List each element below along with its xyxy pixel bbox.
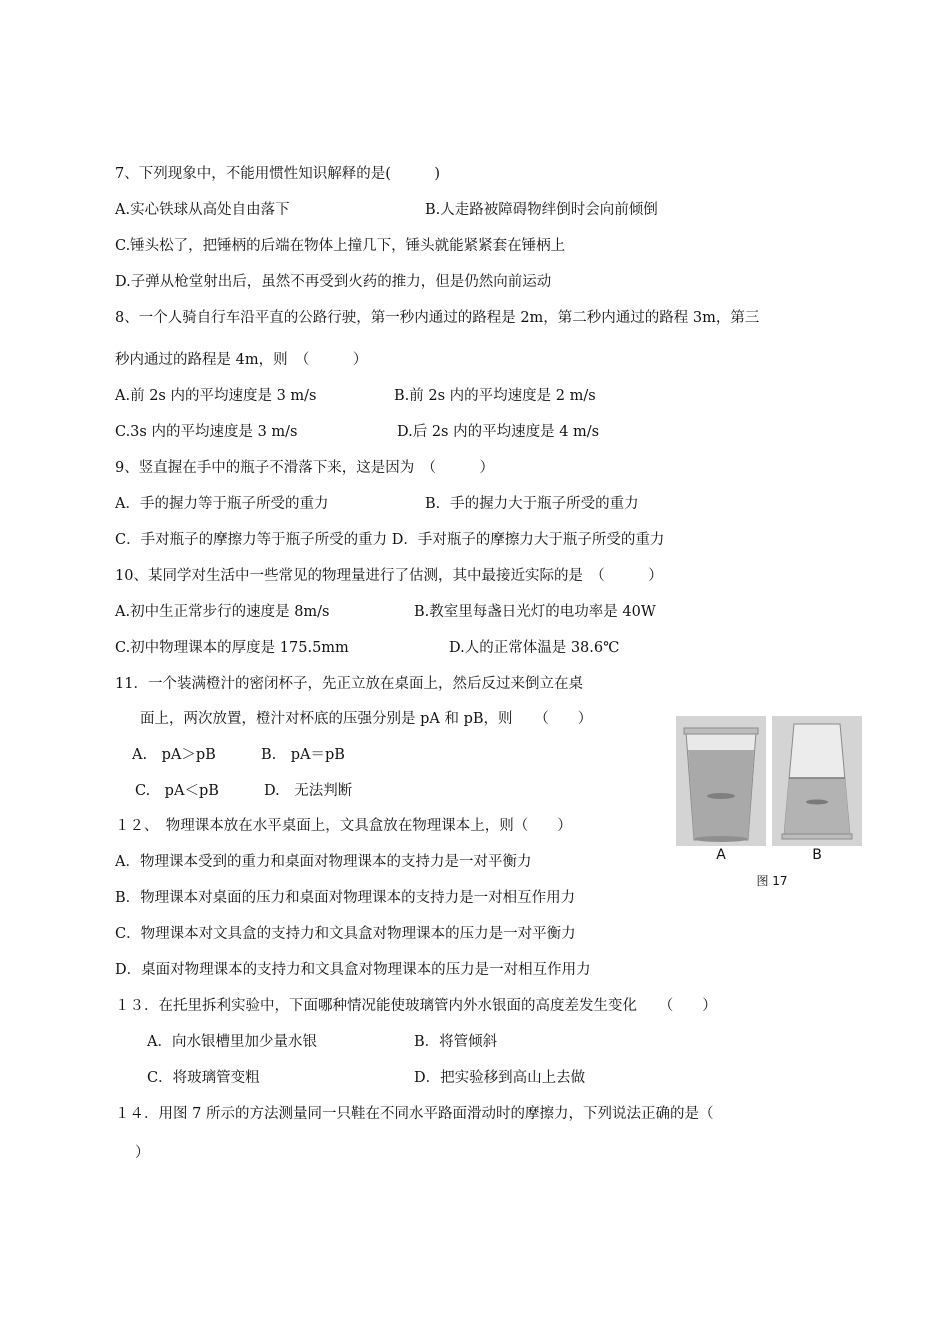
line-q9-cd: C．手对瓶子的摩擦力等于瓶子所受的重力 D．手对瓶子的摩擦力大于瓶子所受的重力 bbox=[115, 532, 665, 548]
line-q10-c: C.初中物理课本的厚度是 175.5mm bbox=[115, 640, 349, 656]
line-q10: 10、某同学对生活中一些常见的物理量进行了估测，其中最接近实际的是 （ ） bbox=[115, 568, 663, 584]
cup-label-b: B bbox=[812, 847, 822, 863]
line-q8-c: C.3s 内的平均速度是 3 m/s bbox=[115, 424, 298, 440]
line-q11-cont: 面上，两次放置，橙汁对杯底的压强分别是 pA 和 pB，则 （ ） bbox=[140, 711, 593, 727]
line-q13-a: A．向水银槽里加少量水银 bbox=[147, 1034, 317, 1050]
line-q13-c: C．将玻璃管变粗 bbox=[147, 1070, 260, 1086]
line-q7-a: A.实心铁球从高处自由落下 bbox=[115, 202, 290, 218]
line-q9-a: A．手的握力等于瓶子所受的重力 bbox=[115, 496, 329, 512]
line-q10-d: D.人的正常体温是 38.6℃ bbox=[449, 640, 620, 656]
line-q9-b: B．手的握力大于瓶子所受的重力 bbox=[425, 496, 639, 512]
line-q13-b: B．将管倾斜 bbox=[414, 1034, 498, 1050]
line-q14-cont: ） bbox=[135, 1145, 150, 1161]
figure-17 bbox=[676, 716, 868, 892]
line-q11-a: A. pA＞pB bbox=[132, 747, 216, 763]
cup-upright-icon bbox=[676, 716, 766, 846]
line-q10-b: B.教室里每盏日光灯的电功率是 40W bbox=[414, 604, 656, 620]
cup-label-a: A bbox=[716, 847, 726, 863]
cup-inverted-icon bbox=[772, 716, 862, 846]
line-q11-d: D. 无法判断 bbox=[264, 783, 353, 799]
line-q7-d: D.子弹从枪堂射出后，虽然不再受到火药的推力，但是仍然向前运动 bbox=[115, 274, 552, 290]
line-q11: 11．一个装满橙汁的密闭杯子，先正立放在桌面上，然后反过来倒立在桌 bbox=[115, 676, 583, 692]
line-q8-b: B.前 2s 内的平均速度是 2 m/s bbox=[394, 388, 596, 404]
line-q8-cont: 秒内通过的路程是 4m，则 （ ） bbox=[115, 352, 368, 368]
line-q12-a: A．物理课本受到的重力和桌面对物理课本的支持力是一对平衡力 bbox=[115, 854, 532, 870]
line-q11-b: B. pA＝pB bbox=[261, 747, 345, 763]
line-q7-b: B.人走路被障碍物绊倒时会向前倾倒 bbox=[425, 202, 658, 218]
line-q11-c: C. pA＜pB bbox=[135, 783, 219, 799]
line-q8: 8、一个人骑自行车沿平直的公路行驶，第一秒内通过的路程是 2m，第二秒内通过的路程 3m，第三 bbox=[115, 310, 760, 326]
cup-photo-a bbox=[676, 716, 766, 846]
line-q14: １４．用图 7 所示的方法测量同一只鞋在不同水平路面滑动时的摩擦力，下列说法正确的是（ bbox=[115, 1106, 714, 1122]
line-q9: 9、竖直握在手中的瓶子不滑落下来，这是因为 （ ） bbox=[115, 460, 494, 476]
line-q13-d: D．把实验移到高山上去做 bbox=[414, 1070, 586, 1086]
line-q10-a: A.初中生正常步行的速度是 8m/s bbox=[115, 604, 330, 620]
line-q12: １２、 物理课本放在水平桌面上，文具盒放在物理课本上，则（ ） bbox=[115, 818, 572, 834]
line-q8-d: D.后 2s 内的平均速度是 4 m/s bbox=[397, 424, 600, 440]
cup-photo-b bbox=[772, 716, 862, 846]
line-q12-c: C．物理课本对文具盒的支持力和文具盒对物理课本的压力是一对平衡力 bbox=[115, 926, 576, 942]
line-q7-c: C.锤头松了，把锤柄的后端在物体上撞几下，锤头就能紧紧套在锤柄上 bbox=[115, 238, 566, 254]
line-q12-b: B．物理课本对桌面的压力和桌面对物理课本的支持力是一对相互作用力 bbox=[115, 890, 576, 906]
line-q8-a: A.前 2s 内的平均速度是 3 m/s bbox=[115, 388, 317, 404]
line-q12-d: D．桌面对物理课本的支持力和文具盒对物理课本的压力是一对相互作用力 bbox=[115, 962, 591, 978]
line-q13: １３．在托里拆利实验中，下面哪种情况能使玻璃管内外水银面的高度差发生变化 （ ） bbox=[115, 998, 717, 1014]
figure-caption: 图 17 bbox=[756, 874, 788, 888]
line-q7: 7、下列现象中，不能用惯性知识解释的是( ) bbox=[115, 166, 441, 182]
